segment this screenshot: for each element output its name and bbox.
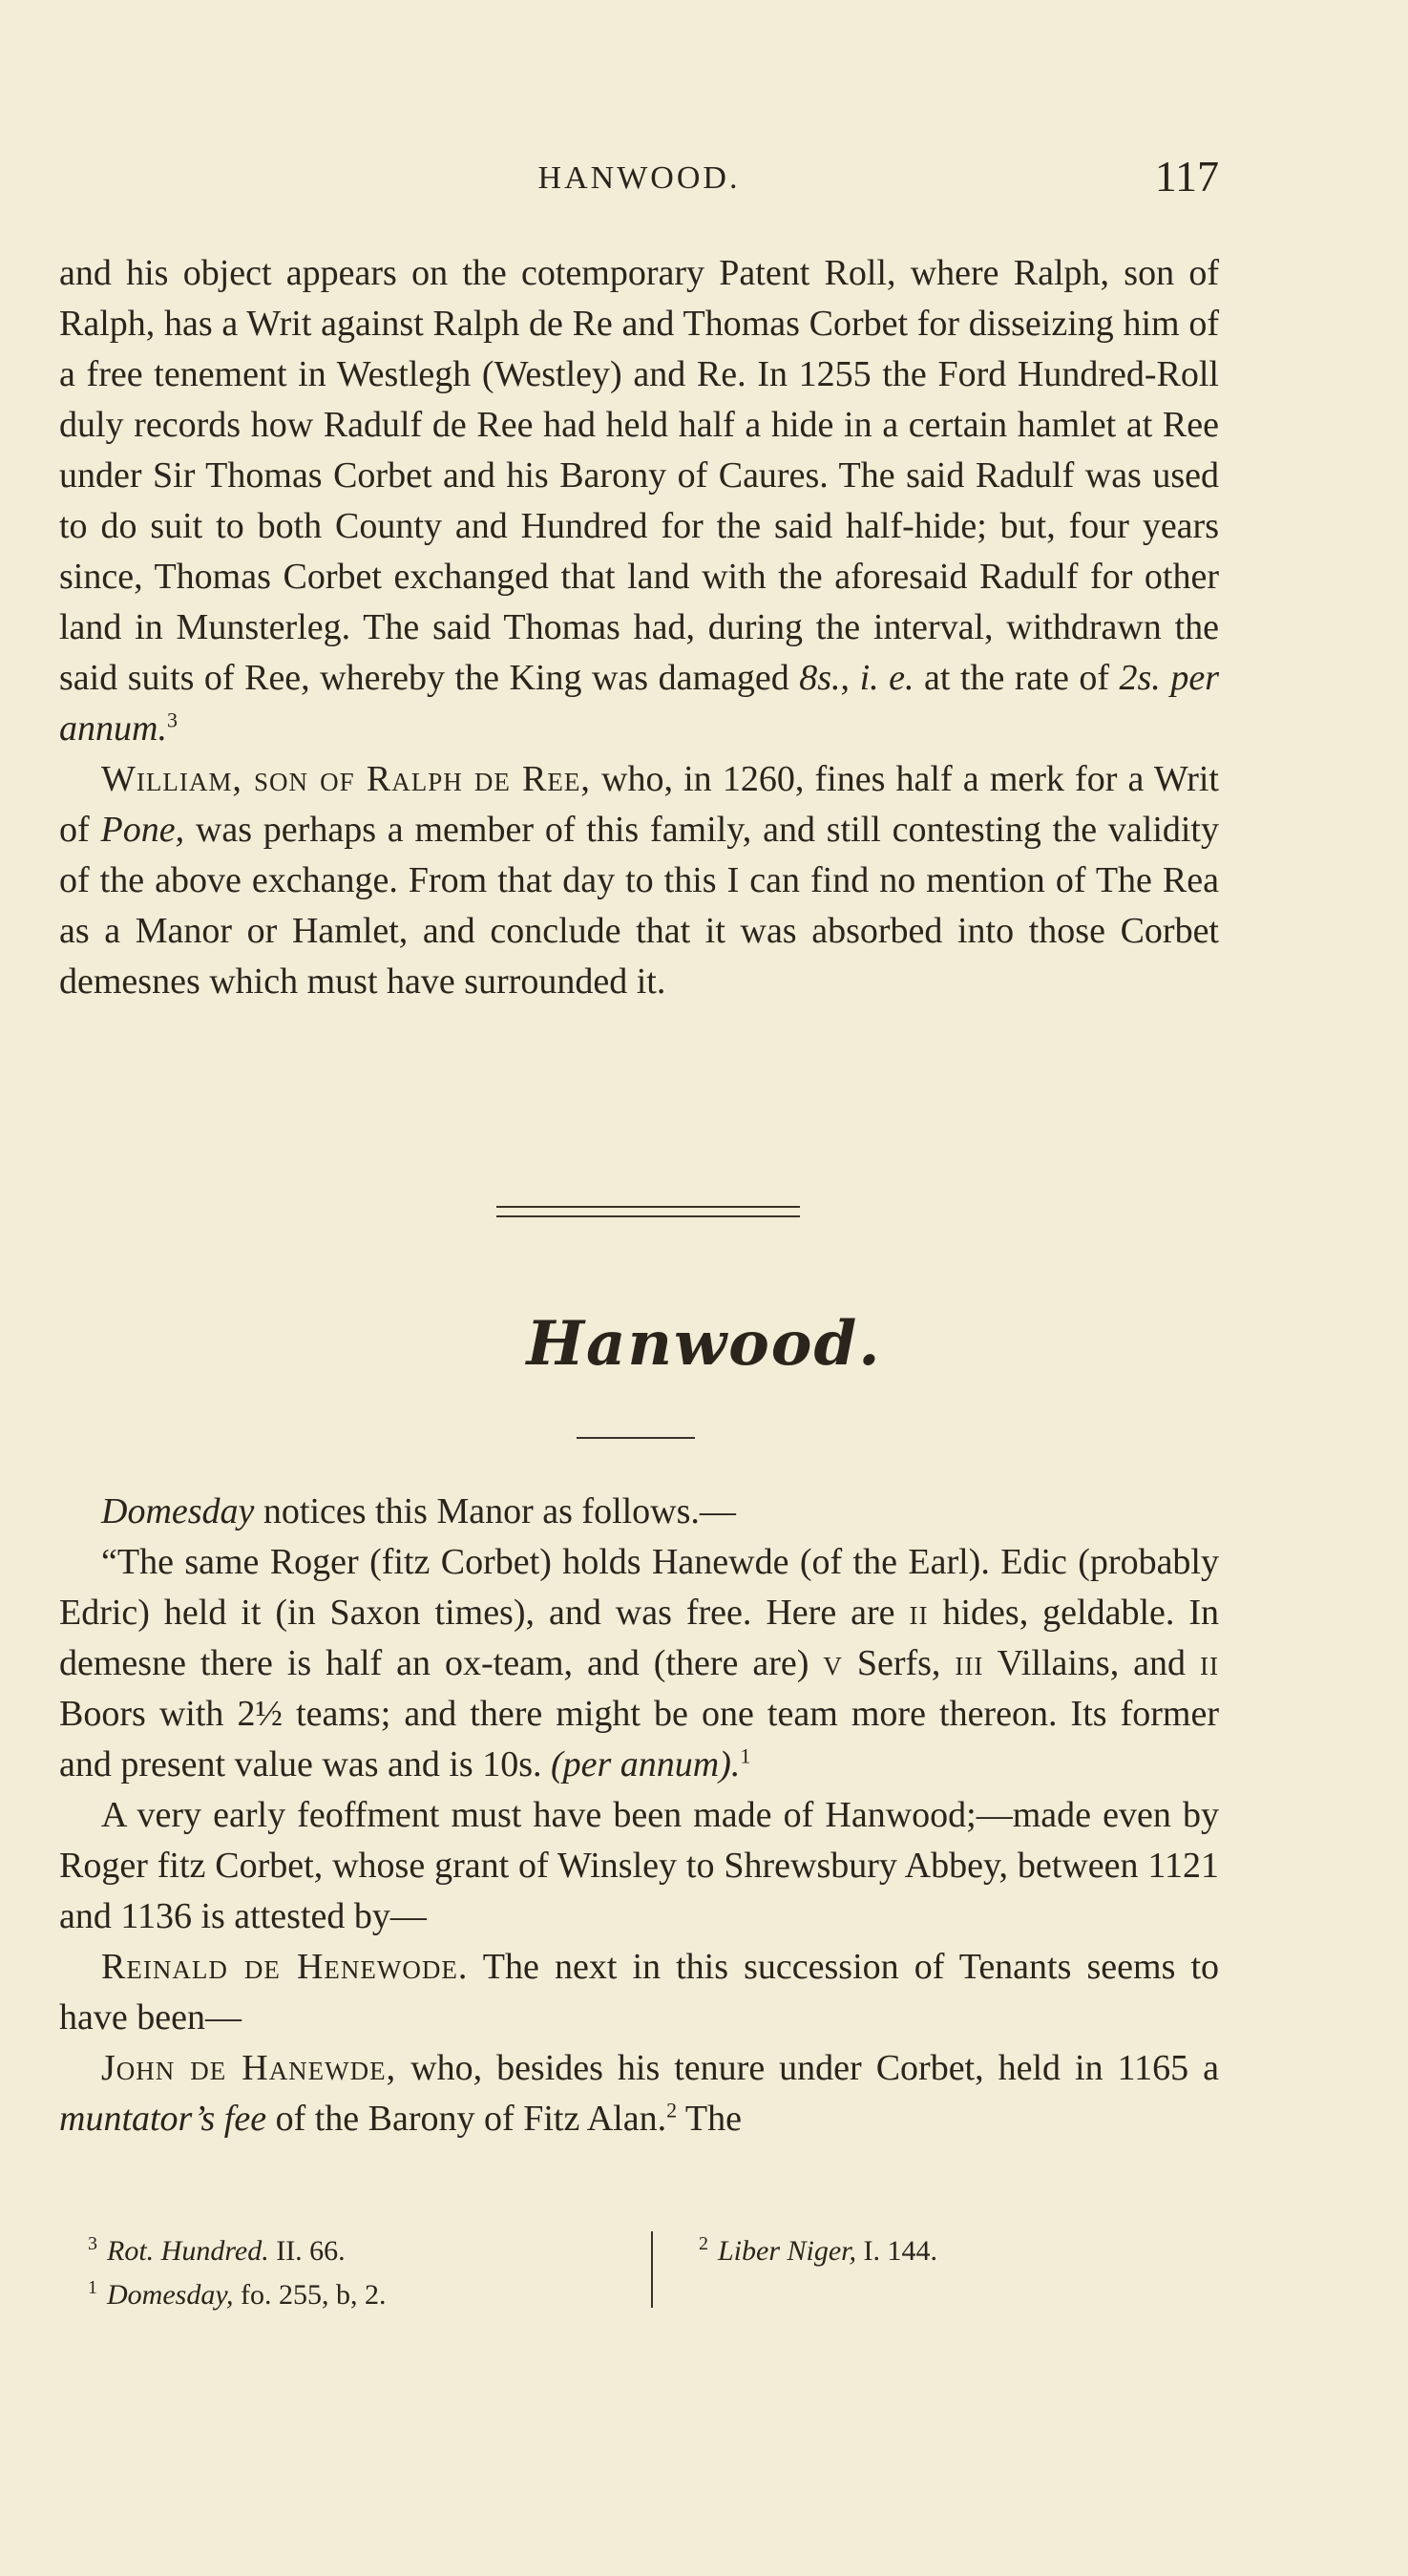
paragraph-domesday-quote: “The same Roger (fitz Corbet) holds Hanewde (of the Earl). Edic (probably Edric) held it (in Saxon times), and was free. Here are ii hides, geldable. In demesne there is half an ox-team, and (there are) v Serfs, iii Villains, and ii Boors with 2½ teams; and there might be one team more thereon. Its former and present value was and is 10s. (per annum).$^1$ [59,1542,1219,1784]
footnote-ref-1: 1 [740,1743,751,1768]
running-title: HANWOOD. [537,160,741,196]
footnotes [88,2229,1138,2315]
footnote-1: $^1$ Domesday, fo. 255, b, 2. [88,2277,387,2311]
page-number: 117 [1154,152,1219,201]
title-underline-rule [577,1437,695,1439]
footnotes-left-column [88,2229,622,2317]
footnote-ref-3: 3 [166,707,178,732]
section-divider-rule [496,1206,800,1217]
upper-text-block [59,248,1219,1007]
footnote-2: $^2$ Liber Niger, I. 144. [699,2233,938,2267]
paragraph-rea-continued: and his object appears on the cotemporary Patent Roll, where Ralph, son of Ralph, has a Writ against Ralph de Re and Thomas Corbet for disseizing him of a free tenement in Westlegh (Westley) and Re. In 1255 the Ford Hundred-Roll duly records how Radulf de Ree had held half a hide in a certain hamlet at Ree under Sir Thomas Corbet and his Barony of Caures. The said Radulf was used to do suit to both County and Hundred for the said half-hide; but, four years since, Thomas Corbet exchanged that land with the aforesaid Radulf for other land in Munsterleg. The said Thomas had, during the interval, withdrawn the said suits of Ree, whereby the King was damaged 8s., i. e. at the rate of 2s. per annum.$^3$ [59,253,1219,749]
person-name-john: John de Hanewde, [101,2048,397,2088]
paragraph-feoffment: A very early feoffment must have been made of Hanwood;—made even by Roger fitz Corbet, whose grant of Winsley to Shrewsbury Abbey, between 1121 and 1136 is attested by— [59,1795,1219,1936]
paragraph-john: John de Hanewde, who, besides his tenure under Corbet, held in 1165 a muntator’s fee of the Barony of Fitz Alan.$^2$ The [59,2048,1219,2139]
person-name-reinald: Reinald de Henewode. [101,1947,469,1987]
section-title: Hanwood. [526,1308,882,1380]
running-head [59,151,1219,208]
paragraph-reinald: Reinald de Henewode. The next in this succession of Tenants seems to have been— [59,1947,1219,2038]
person-name-william: William, son of Ralph de Ree, [101,759,591,799]
footnotes-right-column [699,2229,1100,2273]
paragraph-william-son-of-ralph: William, son of Ralph de Ree, who, in 1260, fines half a merk for a Writ of Pone, was perhaps a member of this family, and still contesting the validity of the above exchange. From that day to this I can find no mention of The Rea as a Manor or Hamlet, and conclude that it was absorbed into those Corbet demesnes which must have surrounded it. [59,759,1219,1002]
paragraph-domesday-intro: Domesday notices this Manor as follows.— [101,1491,736,1531]
footnote-3: $^3$ Rot. Hundred. II. 66. [88,2233,346,2267]
footnote-ref-2: 2 [666,2098,678,2122]
footnote-column-divider [651,2231,653,2308]
lower-text-block [59,1487,1219,2144]
